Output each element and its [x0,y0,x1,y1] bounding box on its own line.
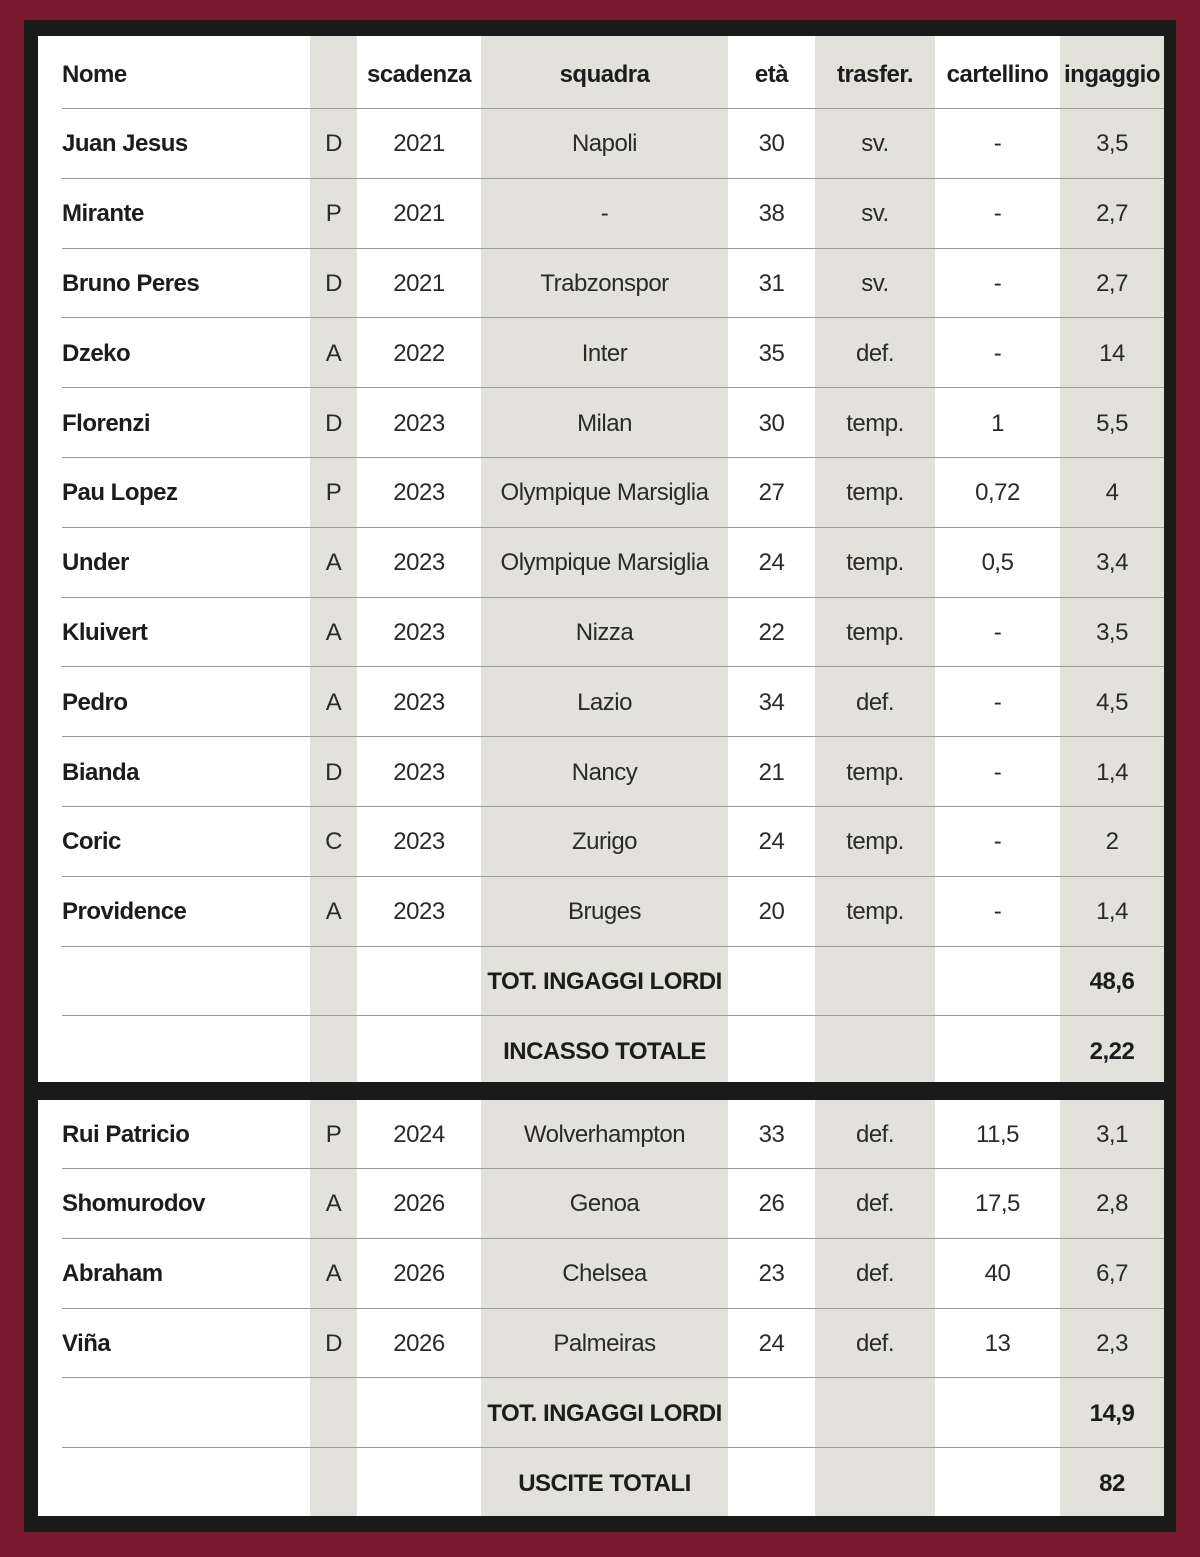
total-value: 48,6 [1089,967,1135,995]
cell-squadra: Milan [577,409,632,437]
header-ingaggio: ingaggio [1064,60,1160,88]
cell-ingaggio: 4,5 [1096,688,1128,716]
table-row [62,738,1164,807]
cell-eta: 34 [758,688,785,716]
cell-cartellino: - [993,269,1002,297]
cell-scadenza: 2023 [393,549,445,577]
cell-nome: Rui Patricio [62,1120,190,1148]
cell-eta: 22 [758,618,785,646]
cell-scadenza: 2026 [393,1190,445,1218]
cell-cartellino: 40 [984,1260,1011,1288]
cell-trasfer: temp. [846,479,904,507]
cell-ingaggio: 2,3 [1096,1329,1128,1357]
cell-eta: 30 [758,130,785,158]
cell-scadenza: 2023 [393,688,445,716]
cell-ruolo: P [325,200,342,228]
cell-cartellino: - [993,688,1002,716]
cell-ruolo: D [325,1329,342,1357]
total-row [62,1379,1164,1448]
cell-trasfer: temp. [846,549,904,577]
cell-squadra: Inter [581,339,628,367]
cell-nome: Viña [62,1329,111,1357]
cell-ingaggio: 3,5 [1096,618,1128,646]
cell-trasfer: temp. [846,898,904,926]
cell-ingaggio: 1,4 [1096,758,1128,786]
cell-ingaggio: 2 [1105,828,1119,856]
cell-trasfer: temp. [846,828,904,856]
header-row [62,40,1164,109]
cell-nome: Dzeko [62,339,131,367]
table-row [62,110,1164,179]
cell-ruolo: A [325,618,342,646]
cell-trasfer: temp. [846,758,904,786]
cell-cartellino: - [993,618,1002,646]
cell-eta: 35 [758,339,785,367]
header-cartellino: cartellino [946,60,1049,88]
cell-cartellino: - [993,339,1002,367]
incoming-players-panel [38,1100,1164,1516]
cell-eta: 33 [758,1120,785,1148]
cell-squadra: Olympique Marsiglia [500,479,709,507]
table-row [62,529,1164,598]
cell-squadra: Nizza [575,618,634,646]
table-row [62,459,1164,528]
header-squadra: squadra [559,60,650,88]
cell-trasfer: def. [855,1190,895,1218]
cell-ruolo: A [325,549,342,577]
total-value: 2,22 [1089,1037,1135,1065]
cell-nome: Pedro [62,688,128,716]
cell-ruolo: P [325,479,342,507]
cell-eta: 24 [758,828,785,856]
cell-squadra: Nancy [571,758,638,786]
cell-scadenza: 2023 [393,758,445,786]
cell-trasfer: def. [855,688,895,716]
cell-ingaggio: 3,4 [1096,549,1128,577]
cell-ingaggio: 2,7 [1096,269,1128,297]
cell-eta: 26 [758,1190,785,1218]
total-label: TOT. INGAGGI LORDI [487,1399,722,1427]
total-label: INCASSO TOTALE [503,1037,706,1065]
total-label: TOT. INGAGGI LORDI [487,967,722,995]
table-row [62,180,1164,249]
cell-nome: Florenzi [62,409,151,437]
cell-eta: 27 [758,479,785,507]
cell-cartellino: - [993,828,1002,856]
cell-trasfer: temp. [846,618,904,646]
cell-trasfer: sv. [861,130,889,158]
cell-squadra: - [600,200,609,228]
cell-cartellino: - [993,898,1002,926]
cell-ruolo: A [325,339,342,367]
cell-squadra: Wolverhampton [523,1120,686,1148]
table-row [62,319,1164,388]
cell-scadenza: 2021 [393,130,445,158]
table-row [62,249,1164,318]
cell-ingaggio: 2,7 [1096,200,1128,228]
cell-scadenza: 2023 [393,479,445,507]
cell-ruolo: A [325,688,342,716]
cell-nome: Under [62,549,129,577]
cell-nome: Bruno Peres [62,269,200,297]
cell-ingaggio: 2,8 [1096,1190,1128,1218]
cell-scadenza: 2023 [393,828,445,856]
total-row [62,1449,1164,1516]
cell-trasfer: def. [855,1120,895,1148]
table-row [62,1309,1164,1378]
cell-nome: Juan Jesus [62,130,188,158]
cell-ruolo: A [325,1260,342,1288]
header-trasfer: trasfer. [836,60,914,88]
cell-ruolo: A [325,1190,342,1218]
cell-ingaggio: 4 [1105,479,1119,507]
cell-trasfer: sv. [861,200,889,228]
cell-ingaggio: 3,5 [1096,130,1128,158]
cell-ingaggio: 6,7 [1096,1260,1128,1288]
cell-squadra: Trabzonspor [540,269,669,297]
table-row [62,389,1164,458]
cell-eta: 31 [758,269,785,297]
table-row [62,1100,1164,1169]
cell-ruolo: D [325,409,342,437]
cell-scadenza: 2022 [393,339,445,367]
cell-ingaggio: 3,1 [1096,1120,1128,1148]
header-eta: età [754,60,789,88]
cell-nome: Abraham [62,1260,163,1288]
cell-cartellino: 1 [991,409,1004,437]
cell-ruolo: D [325,130,342,158]
cell-trasfer: sv. [861,269,889,297]
cell-ingaggio: 5,5 [1096,409,1128,437]
outgoing-players-panel [38,36,1164,1082]
cell-ruolo: D [325,758,342,786]
cell-nome: Bianda [62,758,140,786]
cell-squadra: Palmeiras [553,1329,656,1357]
cell-eta: 24 [758,1329,785,1357]
cell-squadra: Olympique Marsiglia [500,549,709,577]
cell-cartellino: 17,5 [975,1190,1020,1218]
cell-scadenza: 2026 [393,1329,445,1357]
cell-scadenza: 2026 [393,1260,445,1288]
cell-ingaggio: 1,4 [1096,898,1128,926]
cell-scadenza: 2021 [393,269,445,297]
cell-squadra: Zurigo [571,828,638,856]
cell-ruolo: A [325,898,342,926]
total-value: 14,9 [1089,1399,1135,1427]
cell-cartellino: - [993,130,1002,158]
cell-nome: Mirante [62,200,144,228]
cell-ruolo: P [325,1120,342,1148]
total-row [62,1017,1164,1082]
table-row [62,598,1164,667]
cell-scadenza: 2024 [393,1120,445,1148]
cell-trasfer: temp. [846,409,904,437]
cell-trasfer: def. [855,1260,895,1288]
cell-eta: 23 [758,1260,785,1288]
total-label: USCITE TOTALI [518,1469,691,1497]
table-row [62,808,1164,877]
cell-squadra: Napoli [571,130,638,158]
header-scadenza: scadenza [366,60,472,88]
cell-squadra: Bruges [567,898,642,926]
cell-eta: 38 [758,200,785,228]
cell-ingaggio: 14 [1099,339,1125,367]
cell-eta: 24 [758,549,785,577]
cell-eta: 30 [758,409,785,437]
cell-nome: Kluivert [62,618,148,646]
table-row [62,1170,1164,1239]
table-row [62,1240,1164,1309]
total-value: 82 [1099,1469,1125,1497]
total-row [62,947,1164,1016]
table-row [62,668,1164,737]
cell-scadenza: 2023 [393,898,445,926]
table-row [62,878,1164,947]
cell-squadra: Lazio [577,688,632,716]
cell-nome: Coric [62,828,121,856]
cell-cartellino: 11,5 [976,1120,1019,1148]
cell-cartellino: 0,5 [981,549,1014,577]
cell-trasfer: def. [855,339,895,367]
cell-eta: 20 [758,898,785,926]
header-nome: Nome [62,60,127,88]
cell-squadra: Genoa [569,1190,640,1218]
cell-squadra: Chelsea [562,1260,647,1288]
cell-cartellino: 0,72 [975,479,1020,507]
cell-cartellino: - [993,758,1002,786]
cell-trasfer: def. [855,1329,895,1357]
cell-scadenza: 2021 [393,200,445,228]
cell-cartellino: - [993,200,1002,228]
cell-nome: Shomurodov [62,1190,205,1218]
cell-ruolo: D [325,269,342,297]
cell-nome: Pau Lopez [62,479,178,507]
cell-scadenza: 2023 [393,618,445,646]
cell-eta: 21 [758,758,785,786]
cell-ruolo: C [325,828,342,856]
cell-nome: Providence [62,898,187,926]
cell-cartellino: 13 [984,1329,1011,1357]
cell-scadenza: 2023 [393,409,445,437]
